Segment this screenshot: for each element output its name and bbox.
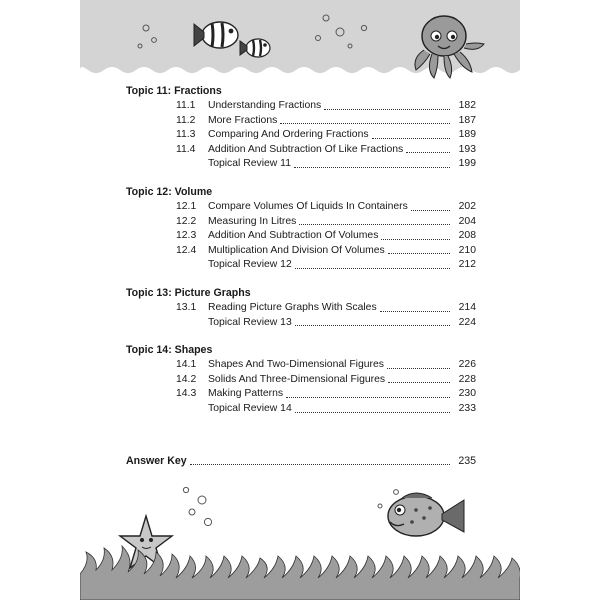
toc-topic [126, 286, 476, 330]
section-title: Multiplication And Division Of Volumes [208, 244, 385, 256]
section-title: Compare Volumes Of Liquids In Containers [208, 200, 408, 212]
section-page-number: 214 [458, 301, 476, 313]
section-number: 13.1 [176, 301, 197, 313]
answer-key-page: 235 [458, 455, 476, 467]
section-page-number: 210 [458, 244, 476, 256]
dot-leader [381, 239, 450, 240]
section-number: 14.1 [176, 359, 197, 371]
toc-entry [126, 316, 476, 331]
section-title: Topical Review 12 [208, 259, 292, 271]
toc-entry [126, 99, 476, 114]
section-title: Topical Review 14 [208, 402, 292, 414]
table-of-contents [126, 84, 476, 430]
toc-topic [126, 84, 476, 172]
section-page-number: 187 [458, 114, 476, 126]
toc-entry [126, 128, 476, 143]
section-page-number: 212 [458, 259, 476, 271]
dot-leader [324, 109, 450, 110]
section-page-number: 202 [458, 200, 476, 212]
dot-leader [372, 138, 450, 139]
section-title: Topical Review 11 [208, 158, 291, 170]
toc-topic [126, 185, 476, 273]
toc-entry [126, 114, 476, 129]
section-page-number: 230 [458, 388, 476, 400]
dot-leader [411, 210, 450, 211]
section-title: Reading Picture Graphs With Scales [208, 301, 377, 313]
section-title: Measuring In Litres [208, 215, 297, 227]
toc-entry [126, 157, 476, 172]
section-page-number: 204 [458, 215, 476, 227]
toc-entry [126, 143, 476, 158]
toc-entry [126, 402, 476, 417]
section-number: 12.2 [176, 215, 197, 227]
section-number: 14.2 [176, 373, 197, 385]
toc-entry [126, 258, 476, 273]
toc-entry [126, 229, 476, 244]
section-number: 11.3 [176, 129, 196, 141]
dot-leader [295, 268, 450, 269]
section-number: 12.1 [176, 200, 197, 212]
answer-key-entry [126, 454, 476, 469]
topic-heading: Topic 12: Volume [126, 185, 213, 198]
dot-leader [387, 368, 450, 369]
toc-entry [126, 358, 476, 373]
dot-leader [299, 224, 450, 225]
section-page-number: 193 [458, 143, 476, 155]
toc-entry [126, 215, 476, 230]
section-number: 11.2 [176, 114, 196, 126]
section-title: Addition And Subtraction Of Like Fractions [208, 143, 404, 155]
topic-heading: Topic 13: Picture Graphs [126, 286, 251, 299]
ocean-footer [80, 478, 520, 600]
topic-heading: Topic 14: Shapes [126, 344, 213, 357]
toc-entry [126, 387, 476, 402]
toc-topic [126, 343, 476, 416]
answer-key-title: Answer Key [126, 455, 187, 467]
toc-entry [126, 200, 476, 215]
section-title: Understanding Fractions [208, 100, 322, 111]
section-page-number: 189 [458, 129, 476, 141]
section-title: Shapes And Two-Dimensional Figures [208, 359, 384, 371]
section-title: Topical Review 13 [208, 316, 292, 328]
section-title: More Fractions [208, 114, 278, 126]
section-number: 11.1 [176, 100, 196, 111]
section-page-number: 228 [458, 373, 476, 385]
section-page-number: 233 [458, 402, 476, 414]
section-title: Comparing And Ordering Fractions [208, 129, 369, 141]
section-page-number: 199 [458, 158, 476, 170]
toc-entry [126, 373, 476, 388]
book-page [80, 0, 520, 600]
dot-leader [295, 325, 450, 326]
dot-leader [388, 253, 450, 254]
section-page-number: 182 [458, 100, 476, 111]
section-title: Addition And Subtraction Of Volumes [208, 230, 379, 242]
section-number: 12.4 [176, 244, 197, 256]
bubbles-icon [183, 487, 398, 525]
section-title: Solids And Three-Dimensional Figures [208, 373, 386, 385]
toc-entry [126, 244, 476, 259]
dot-leader [295, 412, 450, 413]
section-number: 14.3 [176, 388, 197, 400]
dot-leader [286, 397, 450, 398]
dot-leader [388, 382, 450, 383]
ocean-header [80, 0, 520, 80]
section-page-number: 226 [458, 359, 476, 371]
dot-leader [190, 464, 450, 465]
section-page-number: 208 [458, 230, 476, 242]
dot-leader [280, 123, 450, 124]
dot-leader [406, 152, 450, 153]
fish-icon [388, 493, 464, 536]
topic-heading: Topic 11: Fractions [126, 85, 222, 97]
dot-leader [294, 167, 450, 168]
section-page-number: 224 [458, 316, 476, 328]
section-number: 12.3 [176, 230, 197, 242]
section-title: Making Patterns [208, 388, 284, 400]
toc-entry [126, 301, 476, 316]
section-number: 11.4 [176, 143, 196, 155]
dot-leader [380, 311, 450, 312]
